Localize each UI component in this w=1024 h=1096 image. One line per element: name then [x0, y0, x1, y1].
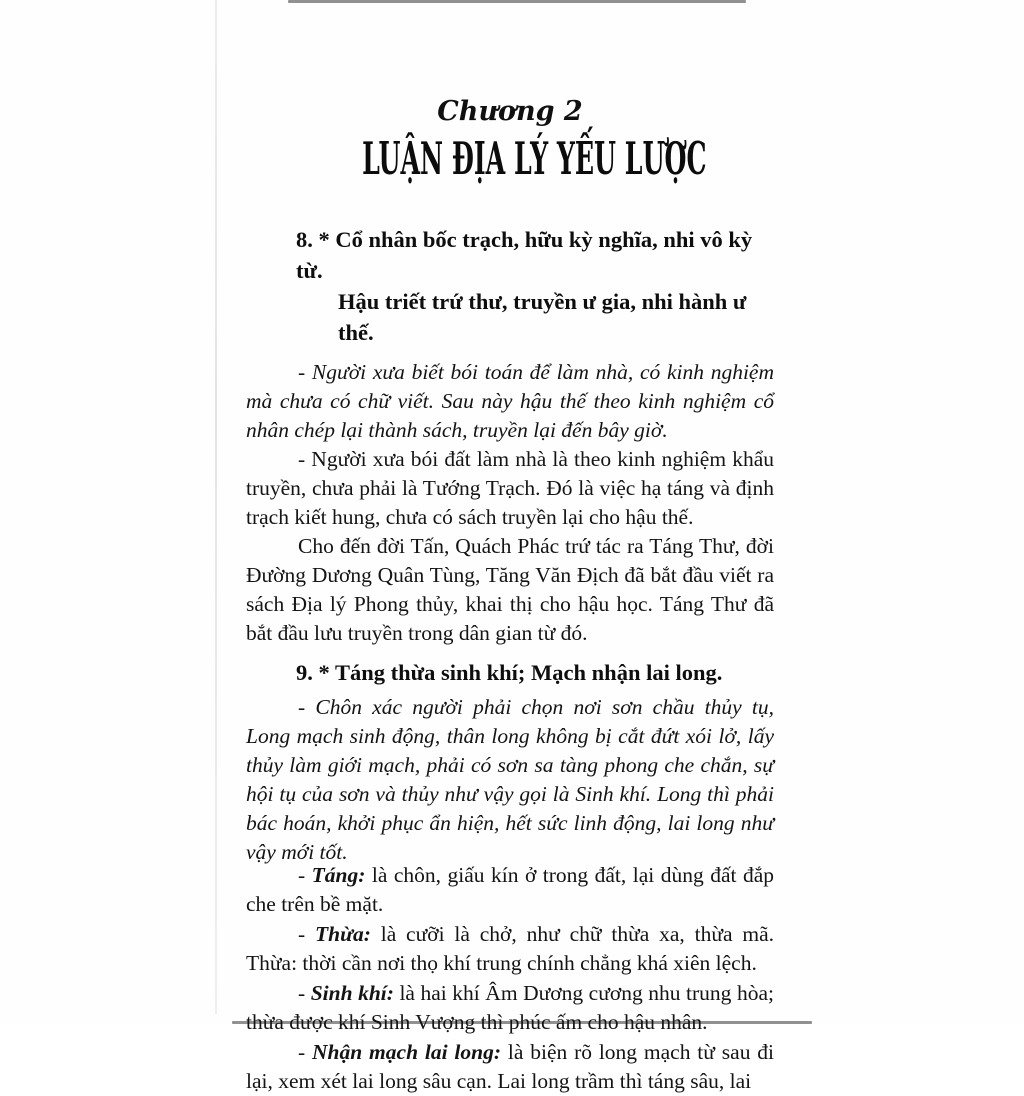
text-column — [246, 0, 774, 1096]
definition-dash: - — [298, 922, 315, 946]
chapter-label: Chương 2 — [437, 96, 583, 127]
section-8-paragraph-2: - Người xưa bói đất làm nhà là theo kinh nghiệm khẩu truyền, chưa phải là Tướng Trạch. Đó là việc hạ táng và định trạch kiết hung, chưa có sách truyền lại cho hậu thế. — [246, 447, 774, 529]
definition-dash: - — [298, 981, 311, 1005]
page-edge-line — [215, 0, 217, 1014]
definition-paragraph-sinh-khi — [246, 979, 774, 1037]
section-8-heading-line-2: Hậu triết trứ thư, truyền ư gia, nhi hành ư thế. — [338, 289, 747, 345]
section-8-heading — [246, 224, 774, 348]
definition-term: Thừa: — [315, 922, 371, 946]
definition-dash: - — [298, 863, 312, 887]
definition-text: là hai khí Âm Dương cương nhu trung hòa; thừa được khí Sinh Vượng thì phúc ấm cho hậu nhân. — [246, 981, 774, 1034]
chapter-title: LUẬN ĐỊA LÝ YẾU LƯỢC — [362, 132, 707, 185]
definition-text: là chôn, giấu kín ở trong đất, lại dùng đất đắp che trên bề mặt. — [246, 863, 774, 916]
definition-text: là biện rõ long mạch từ sau đi lại, xem xét lai long sâu cạn. Lai long trầm thì táng sâu, lai — [246, 1040, 775, 1093]
section-9-heading: 9. * Táng thừa sinh khí; Mạch nhận lai long. — [296, 660, 723, 685]
definition-dash: - — [298, 1040, 313, 1064]
definition-text: là cưỡi là chở, như chữ thừa xa, thừa mã. Thừa: thời cần nơi thọ khí trung chính chẳng khá xiên lệch. — [246, 922, 774, 975]
definition-term: Sinh khí: — [310, 981, 394, 1005]
definition-paragraph-thua — [246, 920, 774, 978]
definition-paragraph-tang — [246, 861, 774, 919]
section-8-heading-line-1: 8. * Cổ nhân bốc trạch, hữu kỳ nghĩa, nhi vô kỳ từ. — [296, 227, 753, 283]
section-8-paragraph-1: - Người xưa biết bói toán để làm nhà, có kinh nghiệm mà chưa có chữ viết. Sau này hậu thế theo kinh nghiệm cổ nhân chép lại thành sách, truyền lại đến bây giờ. — [246, 360, 774, 442]
definition-paragraph-nhan-mach-lai-long — [246, 1038, 774, 1096]
definition-term: Nhận mạch lai long: — [312, 1040, 502, 1064]
section-8-paragraph-3: Cho đến đời Tấn, Quách Phác trứ tác ra Táng Thư, đời Đường Dương Quân Tùng, Tăng Văn Địch đã bắt đầu viết ra sách Địa lý Phong thủy, khai thị cho hậu học. Táng Thư đã bắt đầu lưu truyền trong dân gian từ đó. — [246, 534, 774, 645]
definition-term: Táng: — [311, 863, 366, 887]
section-9-paragraph-1: - Chôn xác người phải chọn nơi sơn chầu thủy tụ, Long mạch sinh động, thân long không bị cắt đứt xói lở, lấy thủy làm giới mạch, phải có sơn sa tàng phong che chắn, sự hội tụ của sơn và thủy như vậy gọi là Sinh khí. Long thì phải bác hoán, khởi phục ẩn hiện, hết sức linh động, lai long như vậy mới tốt. — [246, 695, 774, 864]
